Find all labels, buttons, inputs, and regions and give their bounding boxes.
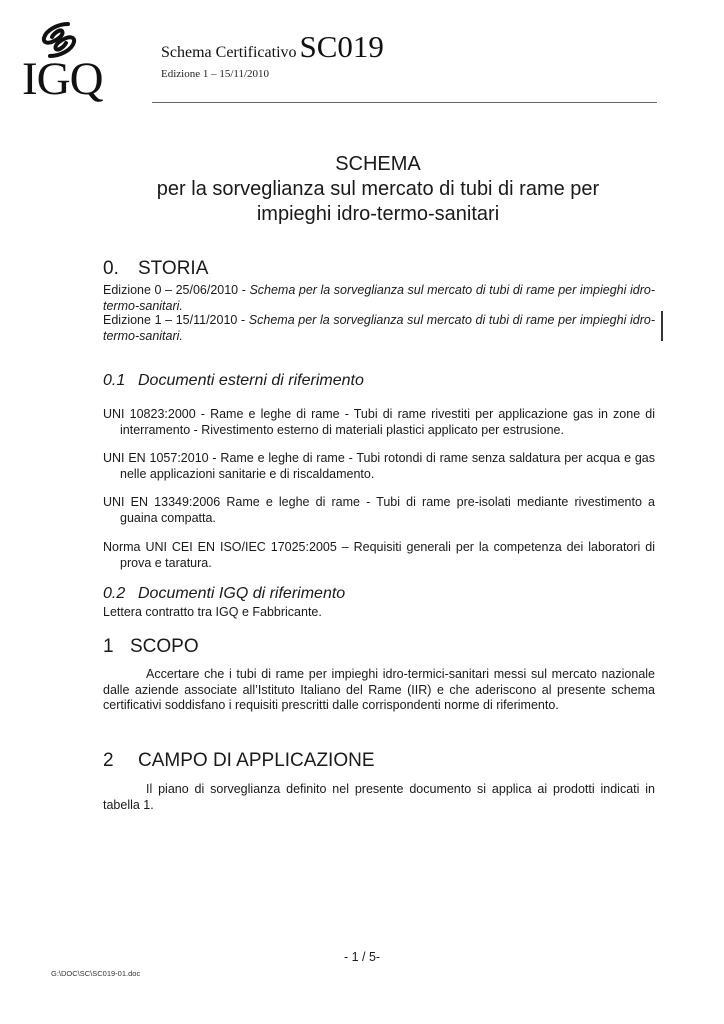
header-divider [152, 102, 657, 103]
document-title-line-2: per la sorveglianza sul mercato di tubi di rame per [156, 178, 600, 200]
section-0-heading [103, 258, 208, 280]
section-0-number: 0. [103, 258, 119, 279]
revision-change-bar [661, 311, 663, 341]
page-number: - 1 / 5- [343, 950, 381, 964]
section-0-2-text: Lettera contratto tra IGQ e Fabbricante. [103, 605, 322, 619]
document-title-line-3: impieghi idro-termo-sanitari [256, 203, 500, 225]
section-1-text: Accertare che i tubi di rame per impieghi idro-termici-sanitari messi sul mercato nazionale dalle aziende associate all’Istituto Italiano del Rame (IIR) e che aderiscono al presente schema certificativi soddisfano i requisiti prescritti dalle corrispondenti norme di riferimento. [103, 667, 655, 712]
section-0-1-title: Documenti esterni di riferimento [138, 372, 364, 389]
file-path: G:\DOC\SC\SC019-01.doc [51, 969, 141, 978]
section-2-heading [103, 750, 375, 772]
reference-item: Norma UNI CEI EN ISO/IEC 17025:2005 – Requisiti generali per la competenza dei laboratori di prova e taratura. [103, 540, 655, 570]
reference-item: UNI 10823:2000 - Rame e leghe di rame - Tubi di rame rivestiti per applicazione gas in zone di interramento - Rivestimento esterno di materiali plastici applicato per estrusione. [103, 407, 655, 437]
section-0-1-heading [103, 371, 364, 391]
section-1-title: SCOPO [130, 636, 199, 657]
header-schema-title [161, 30, 384, 70]
section-1-number: 1 [103, 636, 114, 657]
igq-logo-text: IGQ [22, 53, 103, 105]
section-0-2-heading [103, 584, 345, 604]
history-entry [103, 283, 655, 314]
history-entry-prefix: Edizione 0 – 25/06/2010 - [103, 283, 250, 297]
history-entry [103, 313, 655, 344]
section-2-number: 2 [103, 750, 114, 771]
section-2-text: Il piano di sorveglianza definito nel presente documento si applica ai prodotti indicati in tabella 1. [103, 782, 655, 812]
section-1-heading [103, 636, 199, 658]
document-title-line-1: SCHEMA [335, 153, 421, 175]
header-edition: Edizione 1 – 15/11/2010 [161, 68, 270, 80]
history-entry-prefix: Edizione 1 – 15/11/2010 - [103, 313, 249, 327]
schema-label: Schema Certificativo [161, 44, 297, 61]
reference-item: UNI EN 13349:2006 Rame e leghe di rame - Tubi di rame pre-isolati mediante rivestimento a guaina compatta. [103, 495, 655, 525]
history-entry-text: Schema per la sorveglianza sul mercato di tubi di rame per impieghi idro-termo-sanitari. [103, 313, 656, 343]
reference-item: UNI EN 1057:2010 - Rame e leghe di rame - Tubi rotondi di rame senza saldatura per acqua e gas nelle applicazioni sanitarie e di riscaldamento. [103, 451, 655, 481]
section-0-2-number: 0.2 [103, 585, 126, 602]
history-entry-text: Schema per la sorveglianza sul mercato di tubi di rame per impieghi idro-termo-sanitari. [103, 283, 655, 313]
schema-code: SC019 [299, 29, 384, 64]
section-0-title: STORIA [138, 258, 209, 279]
section-0-2-title: Documenti IGQ di riferimento [138, 585, 346, 602]
section-0-1-number: 0.1 [103, 372, 126, 389]
section-2-title: CAMPO DI APPLICAZIONE [138, 750, 375, 771]
